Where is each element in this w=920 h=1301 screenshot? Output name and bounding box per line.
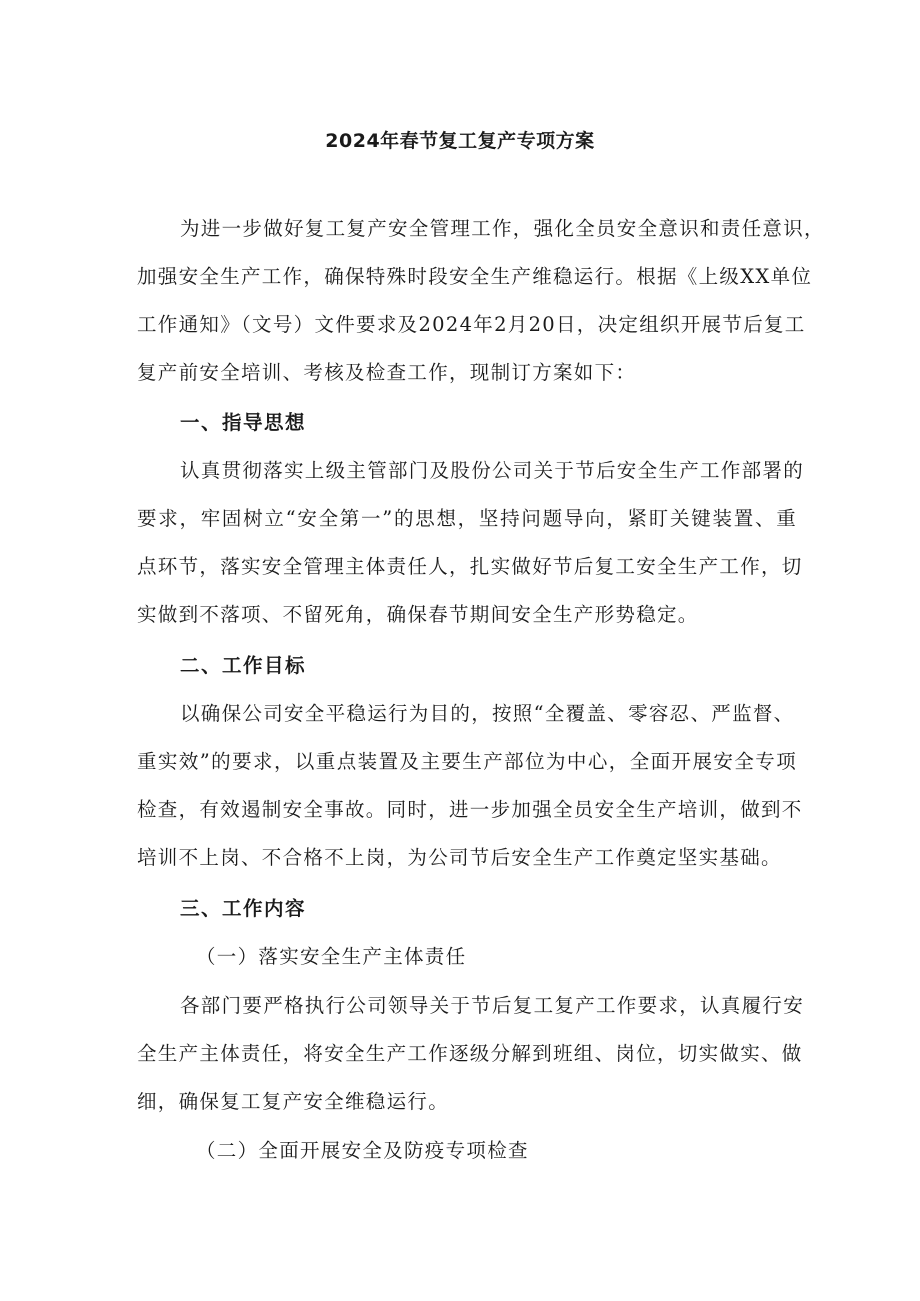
- section1-line-1: 认真贯彻落实上级主管部门及股份公司关于节后安全生产工作部署的: [180, 459, 805, 482]
- section1-line-2: 要求，牢固树立“安全第一”的思想，坚持问题导向，紧盯关键装置、重: [137, 507, 797, 530]
- intro-line-4: 复产前安全培训、考核及检查工作，现制订方案如下：: [137, 361, 637, 384]
- intro-line-2: 加强安全生产工作，确保特殊时段安全生产维稳运行。根据《上级XX单位: [137, 265, 813, 288]
- section-heading-2: 二、工作目标: [180, 654, 307, 677]
- section2-line-2: 重实效”的要求，以重点装置及主要生产部位为中心，全面开展安全专项: [137, 750, 797, 773]
- sub1-line-1: 各部门要严格执行公司领导关于节后复工复产工作要求，认真履行安: [180, 994, 805, 1017]
- section-heading-1: 一、指导思想: [180, 411, 307, 434]
- section1-line-3: 点环节，落实安全管理主体责任人，扎实做好节后复工安全生产工作，切: [137, 555, 803, 578]
- sub1-line-2: 全生产主体责任，将安全生产工作逐级分解到班组、岗位，切实做实、做: [137, 1042, 803, 1065]
- subsection-heading-1: （一）落实安全生产主体责任: [196, 945, 467, 968]
- section-heading-3: 三、工作内容: [180, 897, 307, 920]
- sub1-line-3: 细，确保复工复产安全维稳运行。: [137, 1090, 450, 1113]
- intro-line-1: 为进一步做好复工复产安全管理工作，强化全员安全意识和责任意识，: [180, 217, 825, 240]
- subsection-heading-2: （二）全面开展安全及防疫专项检查: [196, 1139, 529, 1162]
- document-title: 2024年春节复工复产专项方案: [325, 130, 595, 152]
- section2-line-4: 培训不上岗、不合格不上岗，为公司节后安全生产工作奠定坚实基础。: [137, 846, 782, 869]
- section1-line-4: 实做到不落项、不留死角，确保春节期间安全生产形势稳定。: [137, 603, 699, 626]
- intro-line-3: 工作通知》（文号）文件要求及2024年2月20日，决定组织开展节后复工: [137, 313, 806, 336]
- section2-line-1: 以确保公司安全平稳运行为目的，按照“全覆盖、零容忍、严监督、: [180, 702, 795, 725]
- section2-line-3: 检查，有效遏制安全事故。同时，进一步加强全员安全生产培训，做到不: [137, 798, 803, 821]
